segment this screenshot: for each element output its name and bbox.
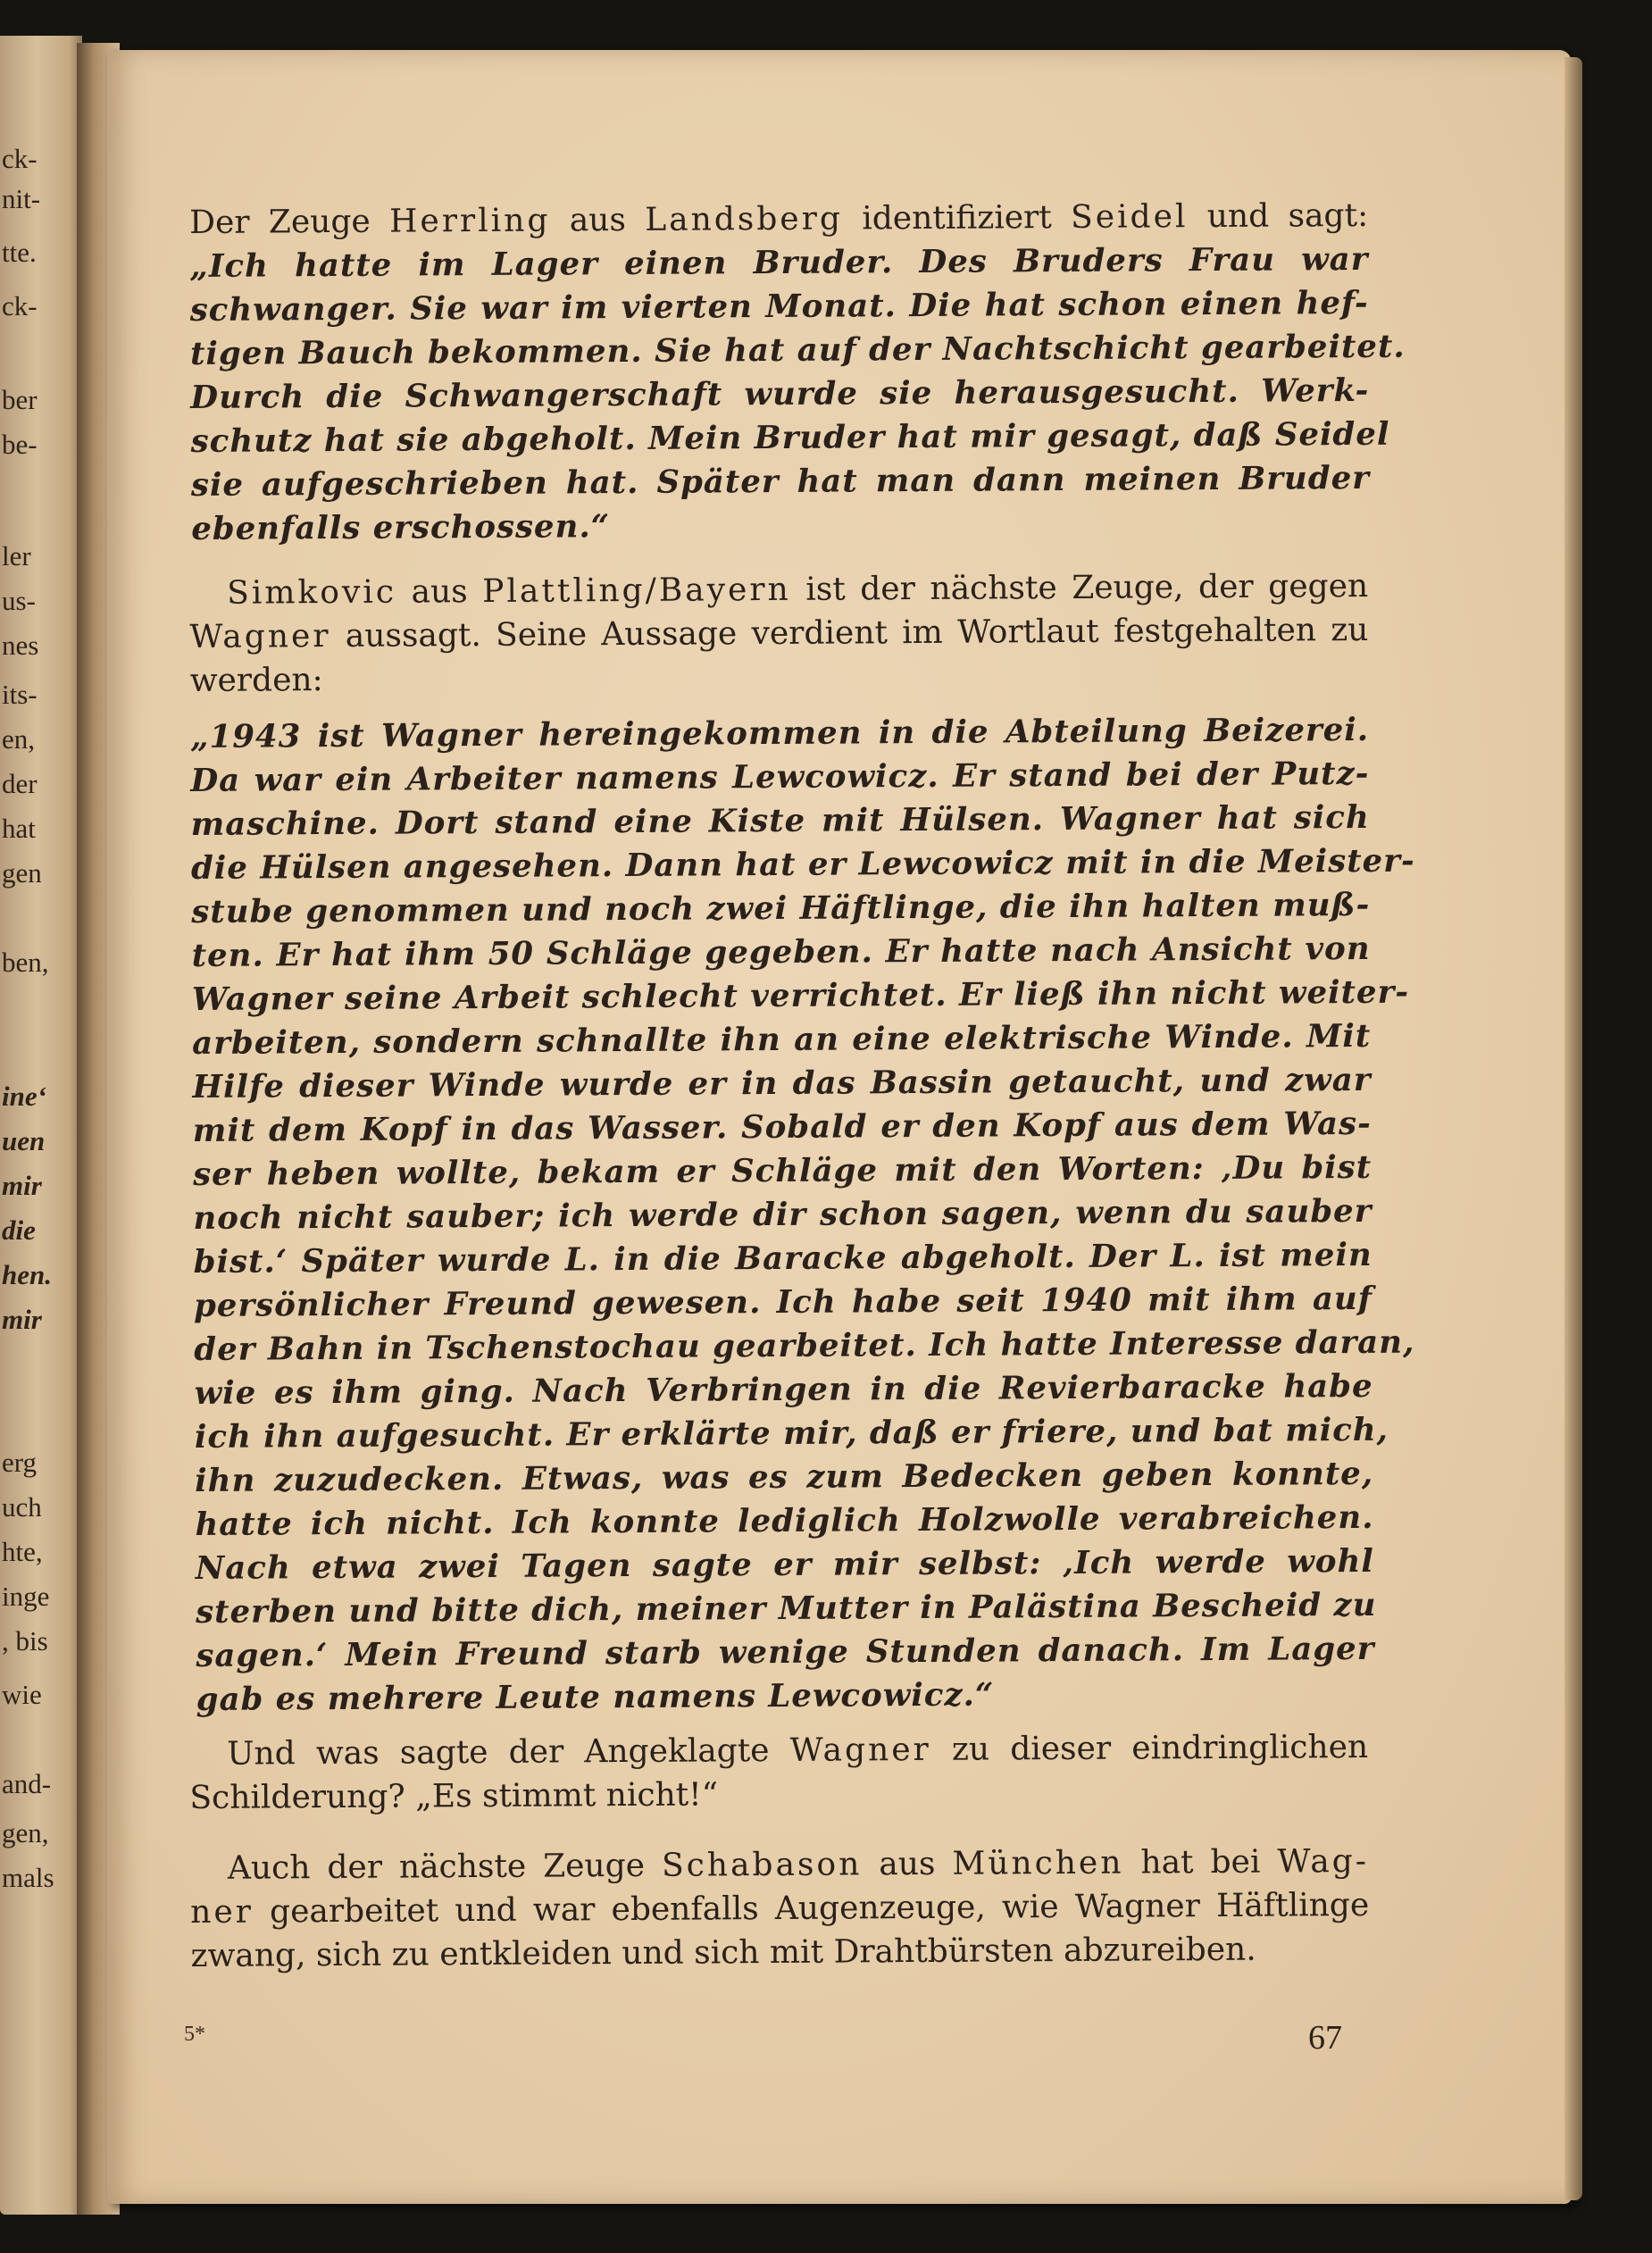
paragraph-2-line: Wagner aussagt. Seine Aussage verdient im Wortlaut festgehalten zu [189,611,1369,655]
paragraph-4-line: zwang, sich zu entkleiden und sich mit Drahtbürsten abzureiben. [190,1931,1256,1974]
paragraph-3 [189,1725,1369,1820]
quote-line: ten. Er hat ihm 50 Schläge gegeben. Er hatte nach Ansicht von [191,930,1371,974]
left-page-fragment: tte. [2,237,37,268]
quote-line: Wagner seine Arbeit schlecht verrichtet. Er ließ ihn nicht weiter- [191,973,1410,1018]
left-page-fragment: gen [2,857,42,889]
left-page-fragment: hat [2,813,36,844]
left-page-fragment: mir [2,1170,42,1201]
accused-name: Seidel [1070,198,1189,236]
left-page-fragment: be- [2,429,38,460]
quote-line: die Hülsen angesehen. Dann hat er Lewcowicz mit in die Meister- [190,842,1415,887]
main-text-block-1 [189,194,1406,551]
quote-line: Nach etwa zwei Tagen sagte er mir selbst: ‚Ich werde wohl [195,1542,1374,1587]
main-text-block-2 [189,564,1415,1722]
left-page-fragment: ler [2,540,31,572]
left-page-fragment: erg [2,1447,38,1478]
left-page-fragment: uch [2,1491,42,1523]
left-page-fragment: , bis [2,1625,48,1656]
paragraph-4-line: ner gearbeitet und war ebenfalls Augenzeuge, wie Wagner Häftlinge [190,1886,1370,1931]
testimony-quote-1 [189,238,1406,551]
quote-line: „Ich hatte im Lager einen Bruder. Des Bruders Frau war [189,240,1369,285]
accused-name: Wag- [1277,1842,1370,1881]
left-page-fragment: us- [2,585,36,616]
left-page-fragment: gen, [2,1817,49,1848]
paragraph-4-line: Auch der nächste Zeuge Schabason aus München hat bei Wag- [227,1842,1370,1887]
left-page-fragment: wie [2,1679,42,1710]
quote-line: noch nicht sauber; ich werde dir schon sagen, wenn du sauber [193,1192,1372,1237]
paragraph-2 [189,564,1369,703]
quote-line: schutz hat sie abgeholt. Mein Bruder hat mir gesagt, daß Seidel [190,415,1390,460]
paragraph-1 [189,194,1368,245]
witness-name: Schabason [661,1846,863,1884]
facing-left-page [0,36,82,2215]
quote-line: ser heben wollte, bekam er Schläge mit den Worten: ‚Du bist [193,1148,1372,1193]
quote-line: gab es mehrere Leute namens Lewcowicz.“ [196,1676,995,1718]
page-edge [1564,57,1582,2200]
left-page-fragment: ck- [2,143,38,174]
paragraph-3-line: Und was sagte der Angeklagte Wagner zu dieser eindringlichen [227,1728,1369,1773]
left-page-fragment: uen [2,1125,46,1156]
page-number: 67 [1308,2019,1342,2057]
signature-mark: 5* [184,2023,205,2046]
left-page-fragment: ck- [2,290,38,321]
paragraph-2-line: Simkovic aus Plattling/Bayern ist der nächste Zeuge, der gegen [227,567,1369,612]
quote-line: stube genommen und noch zwei Häftlinge, die ihn halten muß- [191,886,1371,930]
quote-line: wie es ihm ging. Nach Verbringen in die Revierbaracke habe [194,1367,1373,1412]
left-page-fragment: nit- [2,183,41,214]
paragraph-4 [190,1840,1370,1978]
left-page-fragment: its- [2,679,38,710]
quote-line: der Bahn in Tschenstochau gearbeitet. Ich hatte Interesse daran, [194,1323,1415,1368]
left-page-fragment: inge [2,1581,50,1612]
left-page-fragment: hte, [2,1536,43,1567]
testimony-quote-2 [190,708,1415,1722]
left-page-fragment: ben, [2,947,49,978]
quote-line: hatte ich nicht. Ich konnte lediglich Holzwolle verabreichen. [195,1498,1374,1543]
quote-line: maschine. Dort stand eine Kiste mit Hülsen. Wagner hat sich [190,798,1370,843]
witness-name: Herrling [388,202,551,240]
witness-name: Simkovic [227,573,397,612]
quote-line: Hilfe dieser Winde wurde er in das Bassin getaucht, und zwar [192,1061,1372,1106]
quote-line: schwanger. Sie war im vierten Monat. Die hat schon einen hef- [189,284,1369,329]
left-page-fragment: and- [2,1768,52,1799]
paragraph-2-line: werden: [189,662,323,699]
quote-line: arbeiten, sondern schnallte ihn an eine elektrische Winde. Mit [192,1017,1372,1062]
quote-line: ebenfalls erschossen.“ [191,508,611,547]
quote-line: sagen.‘ Mein Freund starb wenige Stunden danach. Im Lager [196,1630,1375,1674]
quote-line: „1943 ist Wagner hereingekommen in die Abteilung Beizerei. [190,711,1370,755]
left-page-fragment: hen. [2,1259,52,1290]
quote-line: Durch die Schwangerschaft wurde sie herausgesucht. Werk- [190,371,1370,416]
witness-place: Landsberg [645,200,844,238]
left-page-fragment: mals [2,1862,54,1893]
left-page-fragment: nes [2,630,39,661]
accused-name: Wagner [789,1731,931,1769]
quote-line: sie aufgeschrieben hat. Später hat man dann meinen Bruder [190,459,1371,504]
quote-line: tigen Bauch bekommen. Sie hat auf der Nachtschicht gearbeitet. [189,328,1406,372]
paragraph-3-line: Schilderung? „Es stimmt nicht!“ [189,1776,719,1816]
quote-line: ich ihn aufgesucht. Er erklärte mir, daß er friere, und bat mich, [194,1411,1389,1456]
accused-name: Wagner [189,618,331,655]
witness-place: Plattling/Bayern [482,571,791,610]
quote-line: persönlicher Freund gewesen. Ich habe seit 1940 mit ihm auf [193,1280,1373,1324]
left-page-fragment: en, [2,723,36,755]
left-page-fragment: ine‘ [2,1081,46,1112]
quote-line: bist.‘ Später wurde L. in die Baracke abgeholt. Der L. ist mein [193,1236,1372,1281]
quote-line: mit dem Kopf in das Wasser. Sobald er den Kopf aus dem Was- [192,1105,1372,1149]
quote-line: ihn zuzudecken. Etwas, was es zum Bedecken geben konnte, [195,1455,1374,1499]
quote-line: Da war ein Arbeiter namens Lewcowicz. Er stand bei der Putz- [190,755,1370,799]
witness-place: München [952,1844,1124,1882]
left-page-fragment: mir [2,1304,42,1335]
left-page-fragment: ber [2,384,38,415]
left-page-fragment: der [2,768,38,799]
quote-line: sterben und bitte dich, meiner Mutter in Palästina Bescheid zu [195,1586,1377,1631]
paragraph-1-line: Der Zeuge Herrling aus Landsberg identifiziert Seidel und sagt: [189,196,1369,241]
main-text-block-3 [189,1725,1370,1978]
left-page-fragment: die [2,1214,36,1246]
